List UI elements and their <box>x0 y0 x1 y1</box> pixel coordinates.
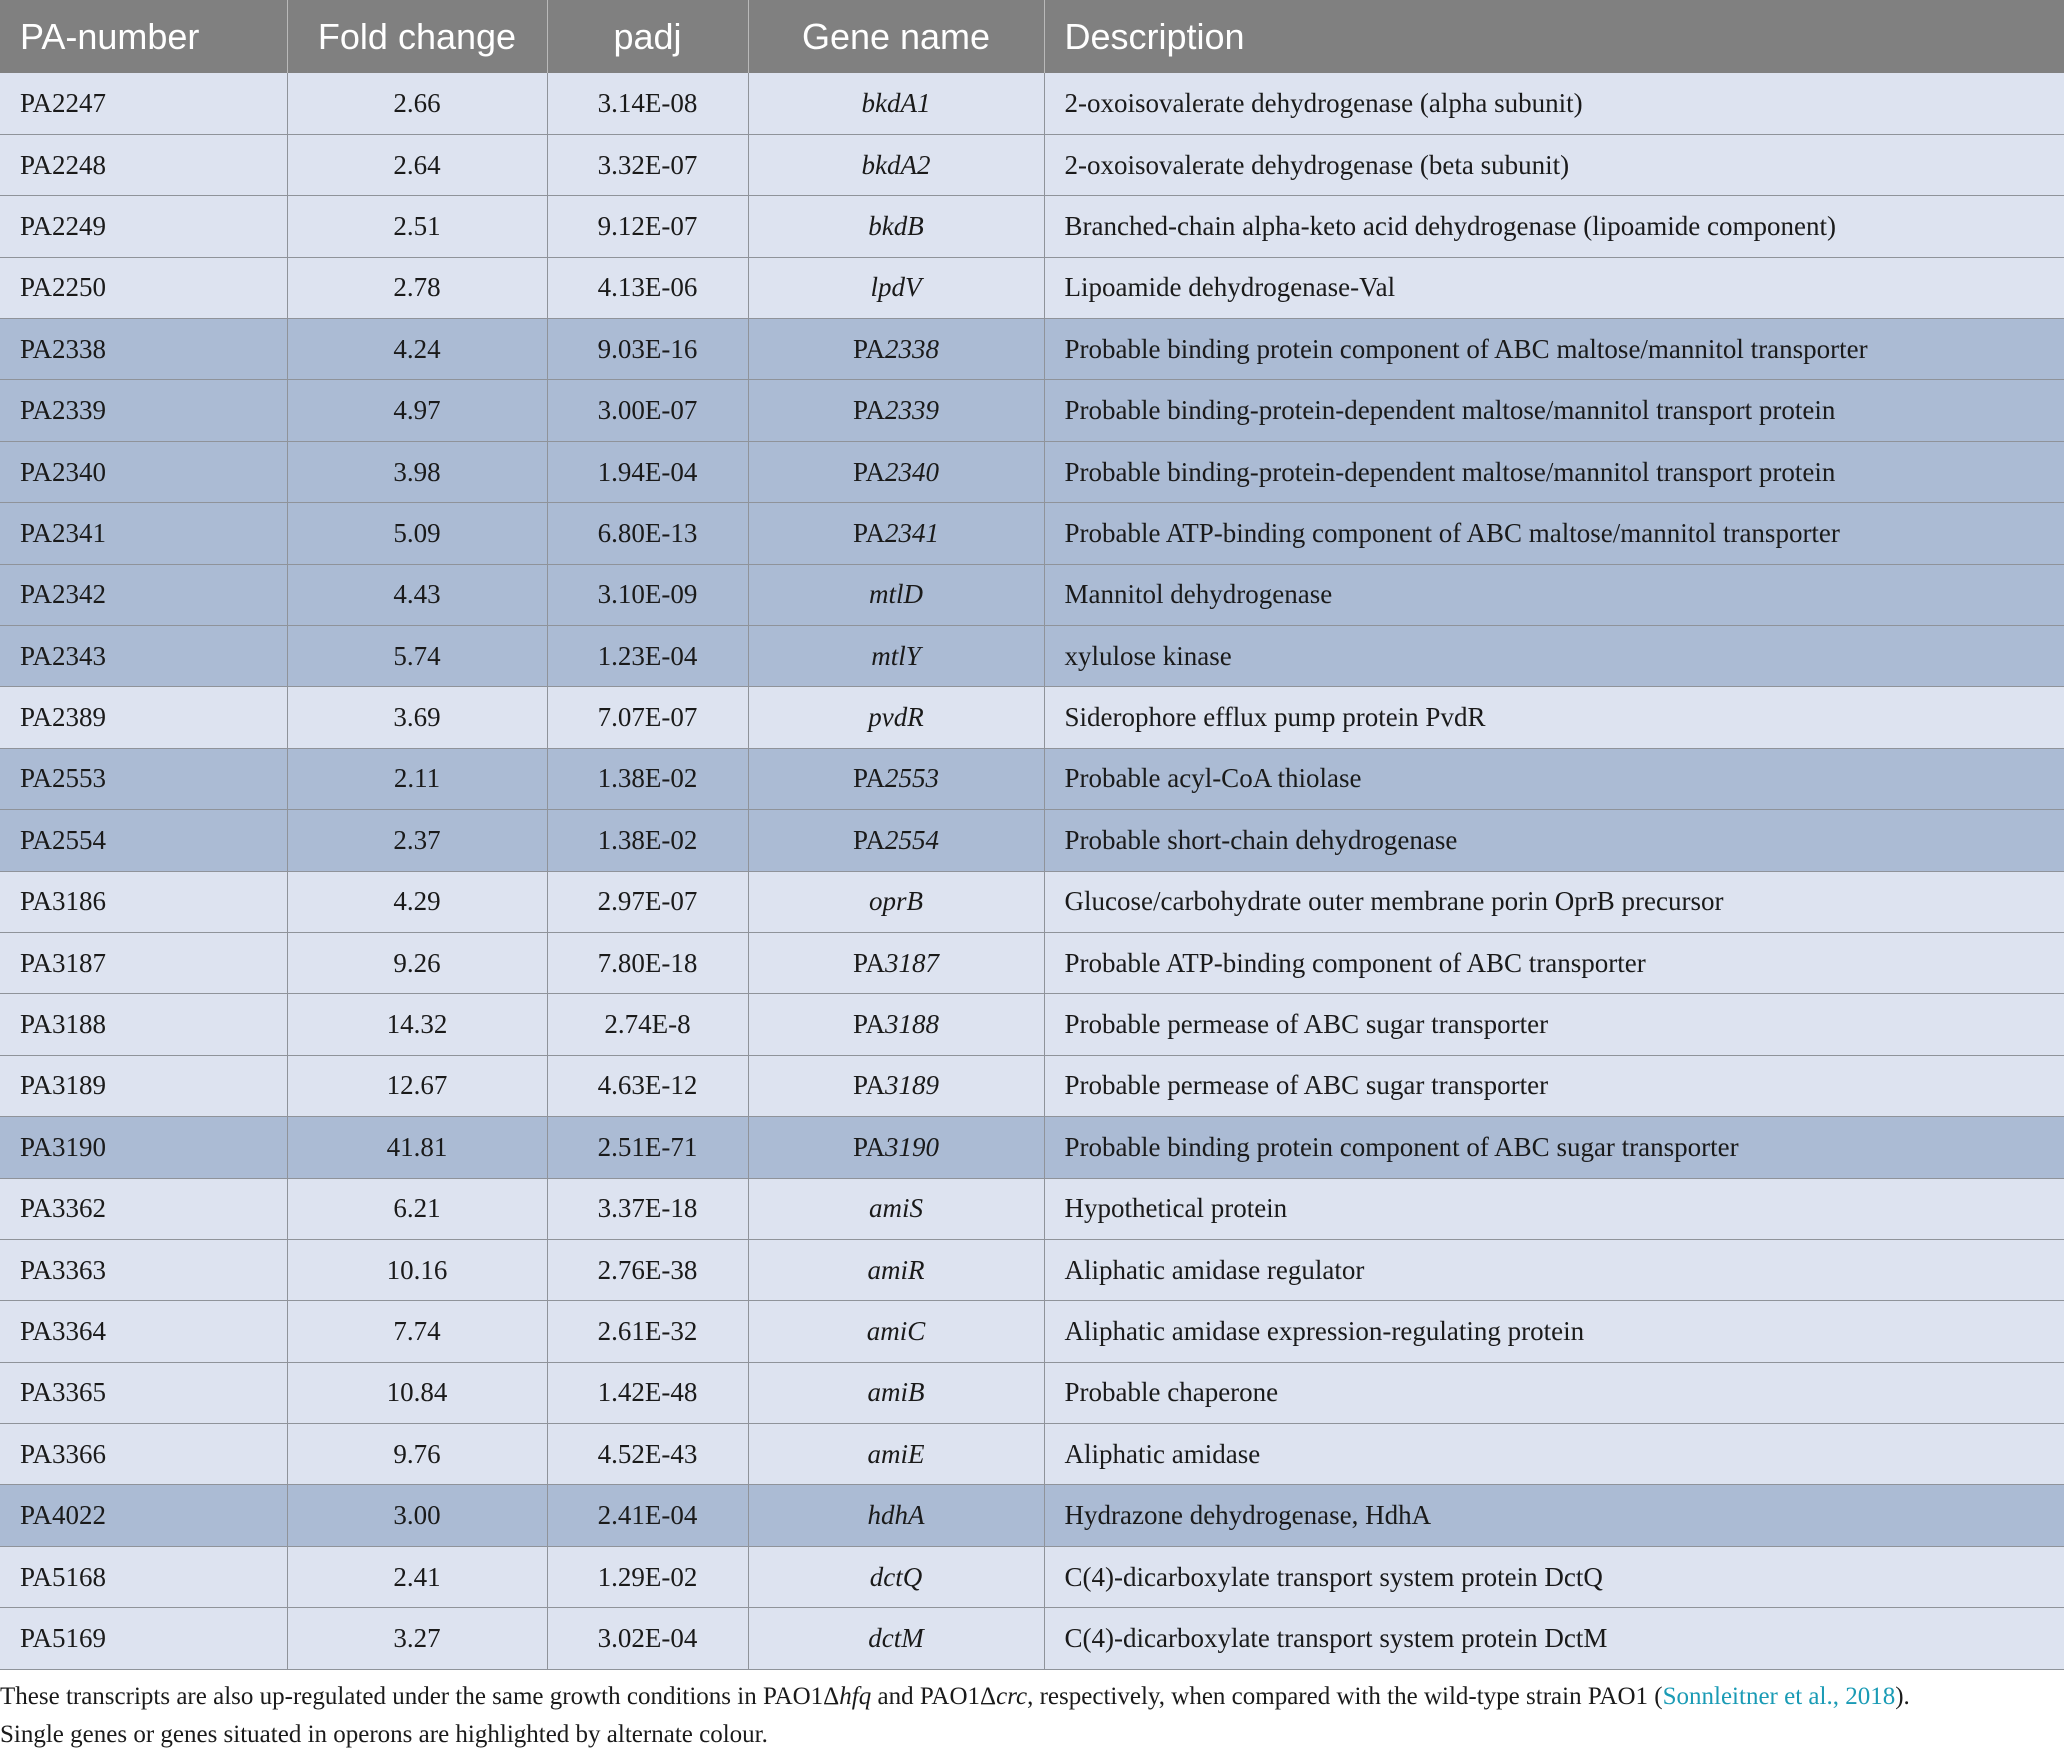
fold-change-cell: 2.64 <box>287 134 547 195</box>
pa-number-cell: PA3366 <box>0 1424 287 1485</box>
padj-cell: 2.97E-07 <box>547 871 748 932</box>
gene-name-cell <box>748 1424 1044 1485</box>
fold-change-cell: 3.69 <box>287 687 547 748</box>
description-cell: Siderophore efflux pump protein PvdR <box>1044 687 2064 748</box>
table-row <box>0 748 2064 809</box>
pa-number-cell: PA2339 <box>0 380 287 441</box>
description-cell: C(4)-dicarboxylate transport system protein DctM <box>1044 1608 2064 1669</box>
fold-change-cell: 3.00 <box>287 1485 547 1546</box>
padj-cell: 3.37E-18 <box>547 1178 748 1239</box>
fold-change-cell: 2.37 <box>287 810 547 871</box>
description-cell: Branched-chain alpha-keto acid dehydrogenase (lipoamide component) <box>1044 196 2064 257</box>
table-row <box>0 1485 2064 1546</box>
fold-change-cell: 2.41 <box>287 1546 547 1607</box>
fold-change-cell: 4.29 <box>287 871 547 932</box>
table-row <box>0 871 2064 932</box>
padj-cell: 2.76E-38 <box>547 1239 748 1300</box>
pa-number-cell: PA3186 <box>0 871 287 932</box>
padj-cell: 2.61E-32 <box>547 1301 748 1362</box>
gene-name-cell <box>748 1301 1044 1362</box>
gene-name-cell <box>748 134 1044 195</box>
gene-symbol: mtlD <box>869 579 923 610</box>
pa-number-cell: PA2554 <box>0 810 287 871</box>
gene-name-cell <box>748 1178 1044 1239</box>
description-cell: Probable short-chain dehydrogenase <box>1044 810 2064 871</box>
description-cell: Lipoamide dehydrogenase-Val <box>1044 257 2064 318</box>
fold-change-cell: 5.09 <box>287 503 547 564</box>
table-row <box>0 1608 2064 1669</box>
pa-number-cell: PA2247 <box>0 73 287 134</box>
pa-number-cell: PA2340 <box>0 441 287 502</box>
description-cell: xylulose kinase <box>1044 626 2064 687</box>
table-row <box>0 319 2064 380</box>
pa-number-cell: PA3362 <box>0 1178 287 1239</box>
gene-name-cell <box>748 564 1044 625</box>
padj-cell: 4.52E-43 <box>547 1424 748 1485</box>
table-row <box>0 994 2064 1055</box>
gene-name-cell <box>748 810 1044 871</box>
gene-name-cell <box>748 1608 1044 1669</box>
gene-symbol: amiE <box>867 1438 925 1469</box>
table-row <box>0 1546 2064 1607</box>
description-cell: Glucose/carbohydrate outer membrane porin OprB precursor <box>1044 871 2064 932</box>
padj-cell: 2.41E-04 <box>547 1485 748 1546</box>
description-cell: Probable binding-protein-dependent maltose/mannitol transport protein <box>1044 441 2064 502</box>
gene-name-cell <box>748 994 1044 1055</box>
padj-cell: 9.03E-16 <box>547 319 748 380</box>
padj-cell: 2.74E-8 <box>547 994 748 1055</box>
footnote-line-1: These transcripts are also up-regulated under the same growth conditions in PAO1Δhfq and PAO1Δcrc, respectively, when compared with the wild-type strain PAO1 (Sonnleitner et al., 2018). <box>0 1683 1910 1710</box>
description-cell: Aliphatic amidase expression-regulating protein <box>1044 1301 2064 1362</box>
gene-prefix: PA <box>852 763 886 794</box>
padj-cell: 2.51E-71 <box>547 1117 748 1178</box>
table-row <box>0 932 2064 993</box>
gene-name-cell <box>748 1485 1044 1546</box>
pa-number-cell: PA2389 <box>0 687 287 748</box>
fold-change-cell: 10.16 <box>287 1239 547 1300</box>
table-row <box>0 1055 2064 1116</box>
pa-number-cell: PA2341 <box>0 503 287 564</box>
description-cell: 2-oxoisovalerate dehydrogenase (beta subunit) <box>1044 134 2064 195</box>
gene-prefix: PA <box>852 456 886 487</box>
description-cell: Probable ATP-binding component of ABC transporter <box>1044 932 2064 993</box>
gene-number: 2341 <box>885 517 940 548</box>
gene-prefix: PA <box>852 947 886 978</box>
gene-number: 3187 <box>885 947 940 978</box>
table-header-row <box>0 0 2064 73</box>
gene-prefix: PA <box>852 517 886 548</box>
gene-number: 3190 <box>885 1131 940 1162</box>
table-row <box>0 1424 2064 1485</box>
description-cell: Probable binding-protein-dependent maltose/mannitol transport protein <box>1044 380 2064 441</box>
header-padj: padj <box>547 0 748 73</box>
pa-number-cell: PA3187 <box>0 932 287 993</box>
fold-change-cell: 3.27 <box>287 1608 547 1669</box>
gene-name-cell <box>748 1117 1044 1178</box>
table-row <box>0 1239 2064 1300</box>
description-cell: Probable permease of ABC sugar transporter <box>1044 1055 2064 1116</box>
pa-number-cell: PA3363 <box>0 1239 287 1300</box>
fold-change-cell: 10.84 <box>287 1362 547 1423</box>
gene-number: 2553 <box>885 763 940 794</box>
padj-cell: 1.38E-02 <box>547 748 748 809</box>
gene-symbol: amiR <box>867 1254 925 1285</box>
padj-cell: 1.94E-04 <box>547 441 748 502</box>
table-row <box>0 810 2064 871</box>
table-row <box>0 1117 2064 1178</box>
description-cell: Probable binding protein component of ABC sugar transporter <box>1044 1117 2064 1178</box>
gene-symbol: bkdA1 <box>861 87 931 118</box>
gene-symbol: mtlY <box>871 640 921 671</box>
table-row <box>0 626 2064 687</box>
description-cell: Aliphatic amidase <box>1044 1424 2064 1485</box>
padj-cell: 6.80E-13 <box>547 503 748 564</box>
padj-cell: 1.29E-02 <box>547 1546 748 1607</box>
table-row <box>0 441 2064 502</box>
table-row <box>0 1362 2064 1423</box>
gene-name-cell <box>748 1055 1044 1116</box>
fold-change-cell: 14.32 <box>287 994 547 1055</box>
pa-number-cell: PA3190 <box>0 1117 287 1178</box>
gene-name-cell <box>748 626 1044 687</box>
gene-name-cell <box>748 503 1044 564</box>
description-cell: Probable binding protein component of ABC maltose/mannitol transporter <box>1044 319 2064 380</box>
pa-number-cell: PA2249 <box>0 196 287 257</box>
padj-cell: 7.07E-07 <box>547 687 748 748</box>
gene-symbol: hdhA <box>867 1500 925 1531</box>
citation-link[interactable]: Sonnleitner et al., 2018 <box>1662 1683 1896 1710</box>
header-gene-name: Gene name <box>748 0 1044 73</box>
table-row <box>0 1178 2064 1239</box>
gene-symbol: bkdB <box>868 210 924 241</box>
description-cell: C(4)-dicarboxylate transport system protein DctQ <box>1044 1546 2064 1607</box>
pa-number-cell: PA5168 <box>0 1546 287 1607</box>
gene-number: 3188 <box>885 1009 940 1040</box>
fold-change-cell: 4.43 <box>287 564 547 625</box>
table-row <box>0 564 2064 625</box>
pa-number-cell: PA2343 <box>0 626 287 687</box>
padj-cell: 1.42E-48 <box>547 1362 748 1423</box>
table-row <box>0 1301 2064 1362</box>
gene-name-cell <box>748 687 1044 748</box>
padj-cell: 3.00E-07 <box>547 380 748 441</box>
fold-change-cell: 9.26 <box>287 932 547 993</box>
gene-name-cell <box>748 932 1044 993</box>
table-row <box>0 503 2064 564</box>
header-description: Description <box>1064 15 1245 57</box>
gene-number: 2338 <box>885 333 940 364</box>
pa-number-cell: PA2250 <box>0 257 287 318</box>
fold-change-cell: 2.51 <box>287 196 547 257</box>
fold-change-cell: 4.97 <box>287 380 547 441</box>
fold-change-cell: 2.11 <box>287 748 547 809</box>
gene-symbol: amiB <box>867 1377 925 1408</box>
gene-name-cell <box>748 871 1044 932</box>
gene-number: 2340 <box>885 456 940 487</box>
fold-change-cell: 41.81 <box>287 1117 547 1178</box>
padj-cell: 3.32E-07 <box>547 134 748 195</box>
padj-cell: 1.23E-04 <box>547 626 748 687</box>
pa-number-cell: PA2342 <box>0 564 287 625</box>
padj-cell: 3.10E-09 <box>547 564 748 625</box>
gene-prefix: PA <box>852 395 886 426</box>
gene-name-cell <box>748 73 1044 134</box>
gene-number: 2339 <box>885 395 940 426</box>
gene-symbol: lpdV <box>870 272 922 303</box>
description-cell: Probable permease of ABC sugar transporter <box>1044 994 2064 1055</box>
fold-change-cell: 6.21 <box>287 1178 547 1239</box>
gene-symbol: pvdR <box>868 702 924 733</box>
gene-name-cell <box>748 441 1044 502</box>
table-row <box>0 196 2064 257</box>
table-body <box>0 73 2064 1669</box>
gene-prefix: PA <box>852 1070 886 1101</box>
fold-change-cell: 4.24 <box>287 319 547 380</box>
gene-name-cell <box>748 257 1044 318</box>
gene-prefix: PA <box>852 1009 886 1040</box>
table-row <box>0 687 2064 748</box>
gene-symbol: dctM <box>868 1622 924 1653</box>
description-cell: Probable acyl-CoA thiolase <box>1044 748 2064 809</box>
gene-name-cell <box>748 748 1044 809</box>
fold-change-cell: 9.76 <box>287 1424 547 1485</box>
pa-number-cell: PA3188 <box>0 994 287 1055</box>
fold-change-cell: 12.67 <box>287 1055 547 1116</box>
table-row <box>0 380 2064 441</box>
pa-number-cell: PA3364 <box>0 1301 287 1362</box>
gene-name-cell <box>748 1362 1044 1423</box>
description-cell: Aliphatic amidase regulator <box>1044 1239 2064 1300</box>
gene-symbol: oprB <box>869 886 923 917</box>
pa-number-cell: PA2248 <box>0 134 287 195</box>
description-cell: Mannitol dehydrogenase <box>1044 564 2064 625</box>
table-row <box>0 73 2064 134</box>
table-row <box>0 257 2064 318</box>
footnote-line-2: Single genes or genes situated in operons are highlighted by alternate colour. <box>0 1721 768 1748</box>
padj-cell: 4.13E-06 <box>547 257 748 318</box>
pa-number-cell: PA3189 <box>0 1055 287 1116</box>
padj-cell: 3.14E-08 <box>547 73 748 134</box>
pa-number-cell: PA5169 <box>0 1608 287 1669</box>
padj-cell: 7.80E-18 <box>547 932 748 993</box>
pa-number-cell: PA2553 <box>0 748 287 809</box>
description-cell: Hypothetical protein <box>1044 1178 2064 1239</box>
fold-change-cell: 2.66 <box>287 73 547 134</box>
padj-cell: 4.63E-12 <box>547 1055 748 1116</box>
description-cell: 2-oxoisovalerate dehydrogenase (alpha subunit) <box>1044 73 2064 134</box>
description-cell: Probable chaperone <box>1044 1362 2064 1423</box>
crc-term: crc <box>996 1683 1028 1710</box>
description-cell: Hydrazone dehydrogenase, HdhA <box>1044 1485 2064 1546</box>
fold-change-cell: 5.74 <box>287 626 547 687</box>
gene-name-cell <box>748 1239 1044 1300</box>
gene-number: 3189 <box>885 1070 940 1101</box>
padj-cell: 9.12E-07 <box>547 196 748 257</box>
gene-name-cell <box>748 380 1044 441</box>
gene-name-cell <box>748 319 1044 380</box>
padj-cell: 3.02E-04 <box>547 1608 748 1669</box>
padj-cell: 1.38E-02 <box>547 810 748 871</box>
gene-number: 2554 <box>885 824 940 855</box>
gene-name-cell <box>748 1546 1044 1607</box>
gene-symbol: amiC <box>866 1316 926 1346</box>
pa-number-cell: PA4022 <box>0 1485 287 1546</box>
gene-symbol: dctQ <box>869 1561 923 1592</box>
gene-name-cell <box>748 196 1044 257</box>
fold-change-cell: 7.74 <box>287 1301 547 1362</box>
header-fold-change: Fold change <box>287 0 547 73</box>
fold-change-cell: 2.78 <box>287 257 547 318</box>
header-pa-number: PA-number <box>0 0 287 73</box>
gene-symbol: amiS <box>869 1193 923 1224</box>
table-footnote <box>0 1678 2064 1754</box>
gene-prefix: PA <box>852 824 886 855</box>
gene-symbol: bkdA2 <box>861 149 931 180</box>
pa-number-cell: PA3365 <box>0 1362 287 1423</box>
fold-change-cell: 3.98 <box>287 441 547 502</box>
gene-prefix: PA <box>852 1131 886 1162</box>
pa-number-cell: PA2338 <box>0 319 287 380</box>
hfq-term: hfq <box>839 1683 872 1710</box>
description-cell: Probable ATP-binding component of ABC maltose/mannitol transporter <box>1044 503 2064 564</box>
table-row <box>0 134 2064 195</box>
gene-prefix: PA <box>852 333 886 364</box>
